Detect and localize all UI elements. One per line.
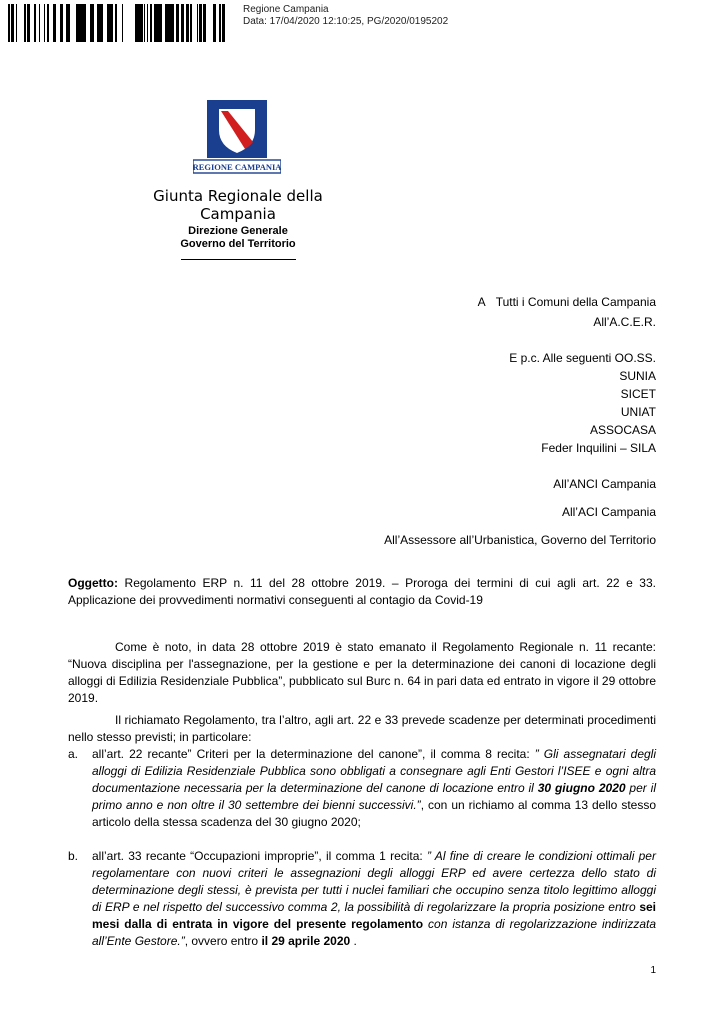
department-line-2: Governo del Territorio — [180, 238, 296, 250]
regione-campania-logo — [193, 100, 281, 178]
list-marker-a: a. — [68, 747, 79, 761]
recipient-comuni: A Tutti i Comuni della Campania — [477, 295, 656, 309]
union-sicet: SICET — [620, 387, 656, 401]
department-line-1: Direzione Generale — [188, 225, 288, 237]
recipient-acer: All’A.C.E.R. — [593, 315, 656, 329]
stamp-line-1: Regione Campania — [243, 4, 329, 15]
union-sunia: SUNIA — [619, 369, 656, 383]
page-number: 1 — [650, 965, 656, 976]
subject — [68, 575, 656, 609]
recipient-assessore: All’Assessore all’Urbanistica, Governo del Territorio — [384, 533, 656, 547]
union-assocasa: ASSOCASA — [589, 423, 656, 437]
logo-text: REGIONE CAMPANIA — [193, 162, 281, 172]
barcode — [8, 4, 230, 42]
union-feder-inquilini: Feder Inquilini – SILA — [541, 441, 656, 455]
protocol-stamp — [243, 4, 448, 28]
subject-label: Oggetto: — [68, 576, 118, 590]
stamp-line-2: Data: 17/04/2020 12:10:25, PG/2020/0195202 — [243, 16, 449, 27]
header-rule — [181, 259, 296, 260]
list-marker-b: b. — [68, 849, 79, 863]
recipient-aci: All’ACI Campania — [561, 505, 656, 519]
paragraph-1: Come è noto, in data 28 ottobre 2019 è stato emanato il Regolamento Regionale n. 11 recante: “Nuova disciplina per l'assegnazione, per la gestione e per la determinazione dei canoni di locazione degli alloggi di Edilizia Residenziale Pubblica”, pubblicato sul Burc n. 64 in pari data ed entrato in vigore il 29 ottobre 2019. — [68, 640, 656, 705]
paragraph-2: Il richiamato Regolamento, tra l’altro, agli art. 22 e 33 prevede scadenze per determinati procedimenti nello stesso previsti; in particolare: — [68, 713, 656, 744]
list-item-b: b. all’art. 33 recante “Occupazioni improprie”, il comma 1 recita: ” Al fine di creare le condizioni ottimali per regolamentare con nuovi criteri le assegnazioni degli alloggi ERP ed avere certezza dello stato di determinazione degli stessi, è prevista per tutti i nuclei familiari che occupino senza titolo legittimo alloggi di ERP e nel rispetto del successivo comma 2, la possibilità di regolarizzare la propria posizione entro sei mesi dalla di entrata in vigore del presente regolamento con istanza di regolarizzazione indirizzata all’Ente Gestore.”, ovvero entro il 29 aprile 2020 . — [68, 849, 656, 948]
institution-title: Giunta Regionale della Campania — [153, 187, 323, 223]
institution-header — [124, 187, 352, 260]
list-item-a: a. all’art. 22 recante” Criteri per la determinazione del canone”, il comma 8 recita: ” Gli assegnatari degli alloggi di Edilizia Residenziale Pubblica sono obbligati a consegnare agli Enti Gestori l’ISEE e ogni altra documentazione necessaria per la determinazione del canone di locazione entro il 30 giugno 2020 per il primo anno e non oltre il 30 settembre dei bienni successivi.”, con un richiamo al comma 13 dello stesso articolo della stessa scadenza del 30 giugno 2020; — [68, 747, 657, 829]
cc-intro: E p.c. Alle seguenti OO.SS. — [509, 351, 656, 365]
subject-text: Regolamento ERP n. 11 del 28 ottobre 2019. – Proroga dei termini di cui agli art. 22 e 33. Applicazione dei provvedimenti normativi conseguenti al contagio da Covid-19 — [68, 576, 656, 607]
union-uniat: UNIAT — [620, 405, 656, 419]
recipient-anci: All’ANCI Campania — [553, 477, 656, 491]
